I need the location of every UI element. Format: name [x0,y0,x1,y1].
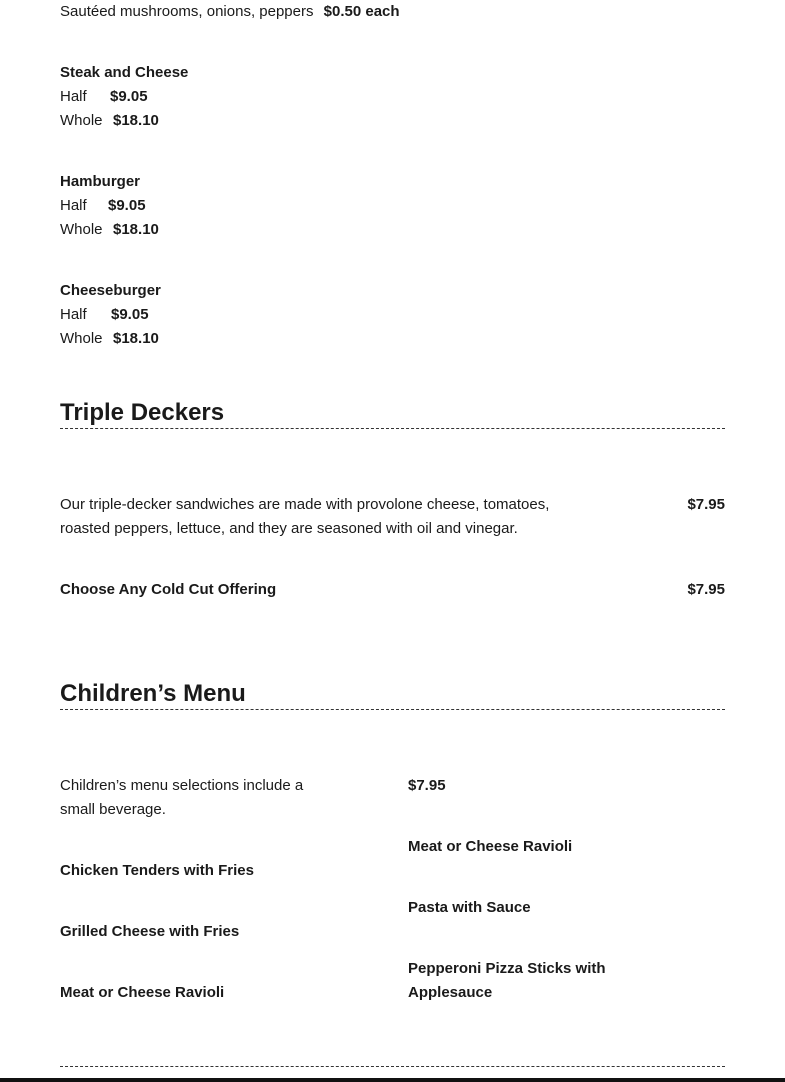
size-row-half [60,194,159,218]
toppings-text: Sautéed mushrooms, onions, peppers [60,3,314,20]
size-label: Whole [60,221,103,238]
size-price: $9.05 [108,197,146,214]
childrens-menu-description: Children’s menu selections include a small beverage. [60,777,304,818]
size-price: $18.10 [113,221,159,238]
childrens-item-grilled-cheese: Grilled Cheese with Fries [60,923,240,940]
section-title-triple-deckers: Triple Deckers [60,398,725,429]
childrens-menu-price: $7.95 [408,777,446,794]
childrens-item-pasta: Pasta with Sauce [408,899,531,916]
size-label: Half [60,88,87,105]
section-title-childrens-menu: Children’s Menu [60,679,725,710]
size-label: Half [60,197,87,214]
toppings-line [60,0,400,24]
menu-item-cheeseburger [60,279,161,351]
size-row-whole [60,327,161,351]
size-label: Whole [60,330,103,347]
item-name: Cheeseburger [60,282,161,299]
toppings-price: $0.50 each [323,3,400,20]
childrens-item-ravioli-right: Meat or Cheese Ravioli [408,838,573,855]
size-price: $18.10 [113,330,159,347]
cold-cut-offering-price: $7.95 [687,581,725,598]
childrens-item-chicken-tenders: Chicken Tenders with Fries [60,862,254,879]
item-name: Hamburger [60,173,141,190]
size-price: $9.05 [111,306,149,323]
size-price: $18.10 [113,112,159,129]
childrens-item-ravioli-left: Meat or Cheese Ravioli [60,984,225,1001]
bottom-bar [0,1078,785,1082]
size-label: Whole [60,112,103,129]
size-row-half [60,303,161,327]
triple-deckers-description: Our triple-decker sandwiches are made with provolone cheese, tomatoes, roasted peppers, lettuce, and they are seasoned with oil and vinegar. [60,496,550,537]
size-row-whole [60,218,159,242]
menu-item-hamburger [60,170,159,242]
size-row-whole [60,109,188,133]
menu-item-steak-and-cheese [60,61,188,133]
item-name: Steak and Cheese [60,64,189,81]
triple-deckers-price: $7.95 [687,496,725,513]
childrens-item-pizza-sticks: Pepperoni Pizza Sticks with Applesauce [408,960,606,1001]
bottom-divider [60,1066,725,1067]
size-price: $9.05 [110,88,148,105]
size-row-half [60,85,188,109]
size-label: Half [60,306,87,323]
cold-cut-offering: Choose Any Cold Cut Offering [60,581,277,598]
